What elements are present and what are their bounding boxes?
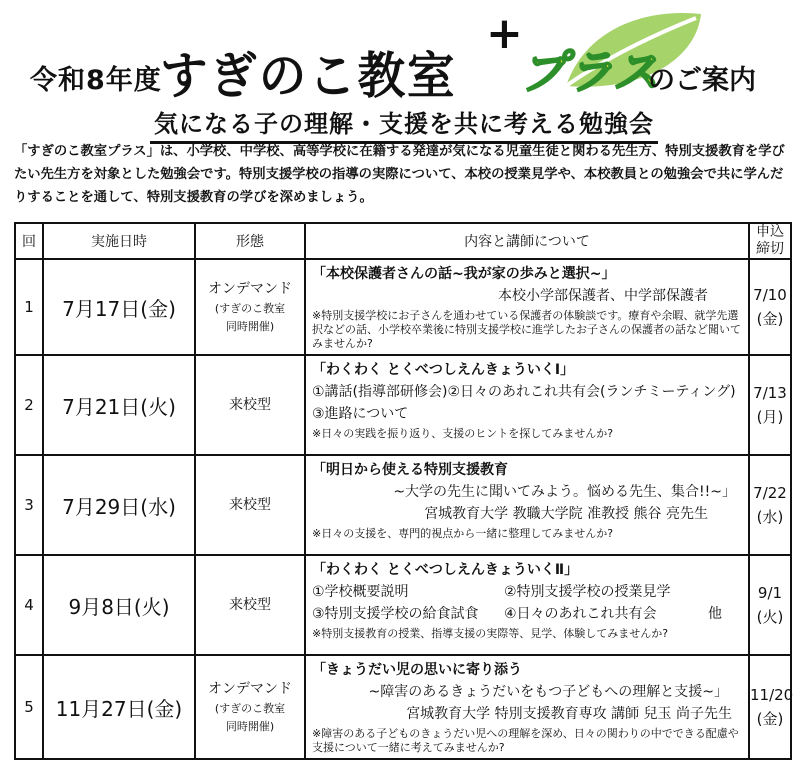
title-plus: プラス xyxy=(520,45,660,99)
header-deadline-line2: 締切 xyxy=(756,241,784,257)
content-title: 「本校保護者さんの話~我が家の歩みと選択~」 xyxy=(312,266,616,282)
deadline-day: (金) xyxy=(756,710,784,728)
content-item: ③特別支援学校の給食試食 xyxy=(312,606,479,622)
format-sub2: 同時開催) xyxy=(225,320,275,333)
title-suffix: のご案内 xyxy=(648,65,756,96)
deadline-day: (火) xyxy=(756,608,784,626)
content-title: 「明日から使える特別支援教育 xyxy=(312,462,508,478)
deadline-date: 7/13 xyxy=(753,384,787,402)
header-date: 実施日時 xyxy=(43,223,195,259)
header-no: 回 xyxy=(15,223,43,259)
session-number: 3 xyxy=(15,455,43,555)
content-subtitle: ~障害のあるきょうだいをもつ子どもへの理解と支援~」 xyxy=(368,684,728,700)
content-items-row xyxy=(312,581,742,603)
header-deadline-line1: 申込 xyxy=(756,224,784,240)
session-content xyxy=(305,355,749,455)
content-line: ③進路について xyxy=(312,406,409,422)
session-date: 7月17日(金) xyxy=(43,259,195,355)
deadline-day: (金) xyxy=(756,310,784,328)
session-date: 11月27日(金) xyxy=(43,655,195,759)
deadline-date: 9/1 xyxy=(757,584,783,602)
deadline-day: (水) xyxy=(756,508,784,526)
format-sub1: (すぎのこ教室 xyxy=(214,702,286,715)
session-deadline xyxy=(749,355,791,455)
title-year: 令和8年度 xyxy=(30,65,162,96)
session-number: 5 xyxy=(15,655,43,759)
content-subtitle: ~大学の先生に聞いてみよう。悩める先生、集合!!~」 xyxy=(393,484,736,500)
content-speaker: 宮城教育大学 特別支援教育専攻 講師 兒玉 尚子先生 xyxy=(406,706,732,722)
session-deadline xyxy=(749,455,791,555)
content-item: ①学校概要説明 xyxy=(312,584,409,600)
deadline-date: 11/20 xyxy=(750,686,794,704)
subtitle: 気になる子の理解・支援を共に考える勉強会 xyxy=(150,104,658,144)
session-format: 来校型 xyxy=(195,355,305,455)
table-header-row xyxy=(15,223,791,259)
table-row xyxy=(15,259,791,355)
content-item: ②特別支援学校の授業見学 xyxy=(504,584,671,600)
content-speaker: 本校小学部保護者、中学部保護者 xyxy=(498,288,708,304)
content-note: ※日々の実践を振り返り、支援のヒントを探してみませんか? xyxy=(312,427,614,440)
session-format: 来校型 xyxy=(195,555,305,655)
format-sub1: (すぎのこ教室 xyxy=(214,302,286,315)
table-row xyxy=(15,555,791,655)
format-sub2: 同時開催) xyxy=(225,720,275,733)
format-label: オンデマンド xyxy=(208,681,292,697)
table-row xyxy=(15,455,791,555)
content-note: ※特別支援学校にお子さんを通わせている保護者の体験談です。療育や余暇、就学先選択などの話、小学校卒業後に特別支援学校に進学したお子さんの保護者の話など聞いてみませんか? xyxy=(312,309,741,350)
deadline-date: 7/10 xyxy=(753,286,787,304)
session-date: 9月8日(火) xyxy=(43,555,195,655)
content-line: ①講話(指導部研修会)②日々のあれこれ共有会(ランチミーティング) xyxy=(312,384,736,400)
session-content xyxy=(305,555,749,655)
session-deadline xyxy=(749,259,791,355)
header-format: 形態 xyxy=(195,223,305,259)
title-brand: すぎのこ教室 xyxy=(160,47,457,105)
content-items-row xyxy=(312,603,742,625)
header-content: 内容と講師について xyxy=(305,223,749,259)
session-content xyxy=(305,455,749,555)
content-title: 「わくわく とくべつしえんきょういくⅡ」 xyxy=(312,562,579,578)
content-speaker: 宮城教育大学 教職大学院 准教授 熊谷 亮先生 xyxy=(424,506,708,522)
session-format: 来校型 xyxy=(195,455,305,555)
session-number: 4 xyxy=(15,555,43,655)
content-note: ※障害のある子どものきょうだい児への理解を深め、日々の関わりの中でできる配慮や支援について一緒に考えてみませんか? xyxy=(312,727,739,754)
schedule-table xyxy=(14,222,792,760)
flyer-header xyxy=(0,0,800,105)
intro-paragraph: 「すぎのこ教室プラス」は、小学校、中学校、高等学校に在籍する発達が気になる児童生徒と関わる先生方、特別支援教育を学びたい先生方を対象とした勉強会です。特別支援学校の指導の実際について、本校の授業見学や、本校教員との勉強会で共に学んだりすることを通して、特別支援教育の学びを深めましょう。 xyxy=(14,144,785,205)
session-format xyxy=(195,259,305,355)
header-deadline xyxy=(749,223,791,259)
content-note: ※特別支援教育の授業、指導支援の実際等、見学、体験してみませんか? xyxy=(312,627,669,640)
content-title: 「きょうだい児の思いに寄り添う xyxy=(312,662,522,678)
format-label: オンデマンド xyxy=(208,281,292,297)
session-content xyxy=(305,259,749,355)
content-item: 他 xyxy=(708,606,722,622)
session-deadline xyxy=(749,655,794,759)
table-row xyxy=(15,355,791,455)
table-row xyxy=(15,655,791,759)
session-content xyxy=(305,655,749,759)
content-title: 「わくわく とくべつしえんきょういくⅠ」 xyxy=(312,362,575,378)
session-date: 7月29日(水) xyxy=(43,455,195,555)
session-number: 2 xyxy=(15,355,43,455)
session-date: 7月21日(火) xyxy=(43,355,195,455)
session-deadline xyxy=(749,555,791,655)
content-note: ※日々の支援を、専門的視点から一緒に整理してみませんか? xyxy=(312,527,614,540)
session-number: 1 xyxy=(15,259,43,355)
deadline-date: 7/22 xyxy=(753,484,787,502)
session-format xyxy=(195,655,305,759)
content-item: ④日々のあれこれ共有会 xyxy=(504,606,657,622)
title-plus-sign: + xyxy=(486,8,523,59)
deadline-day: (月) xyxy=(756,408,784,426)
